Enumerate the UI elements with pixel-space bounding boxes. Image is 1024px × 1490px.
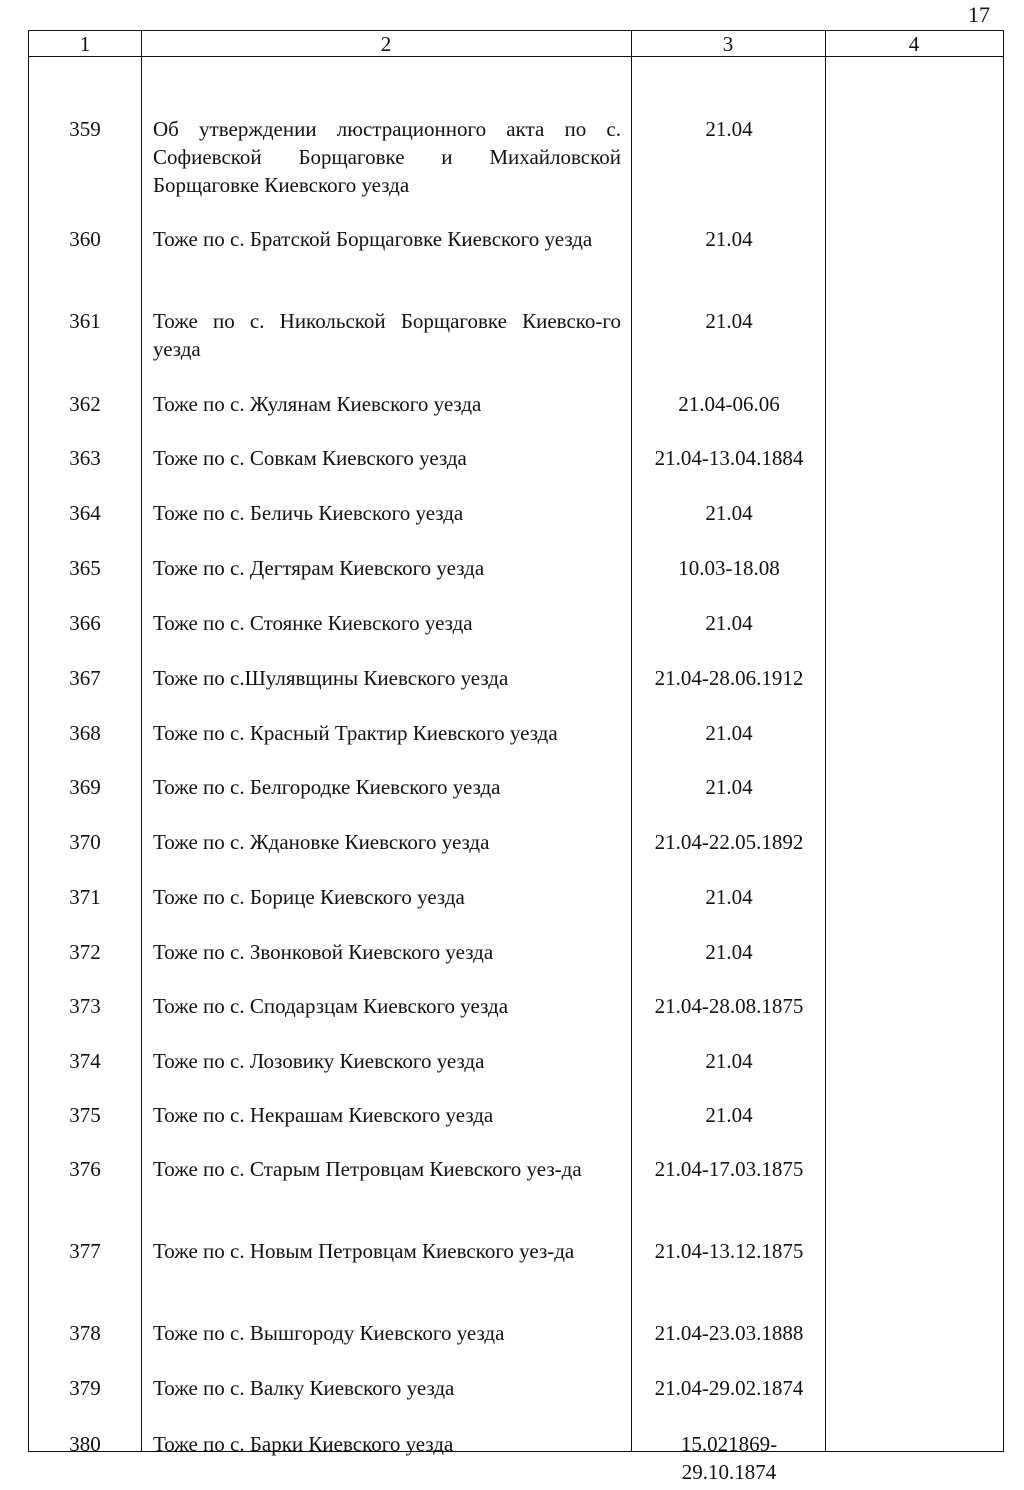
entry-title: Тоже по с. Борице Киевского уезда — [153, 885, 465, 909]
entry-dates: 21.04 — [705, 721, 753, 745]
entry-number: 361 — [69, 309, 101, 333]
entry-dates: 21.04 — [705, 227, 753, 251]
entry-number: 372 — [69, 940, 101, 964]
entry-dates: 21.04-06.06 — [678, 392, 780, 416]
entry-dates: 21.04 — [705, 885, 753, 909]
entry-title: Тоже по с. Сподарзцам Киевского уезда — [153, 994, 509, 1018]
entry-number: 369 — [69, 775, 101, 799]
entry-title: Тоже по с. Дегтярам Киевского уезда — [153, 556, 485, 580]
entry-dates: 21.04-17.03.1875 — [654, 1157, 804, 1181]
entry-dates: 10.03-18.08 — [678, 556, 780, 580]
entry-number: 371 — [69, 885, 101, 909]
entry-number: 364 — [69, 501, 101, 525]
entry-title: Тоже по с. Некрашам Киевского уезда — [153, 1103, 494, 1127]
entry-number: 379 — [69, 1376, 101, 1400]
header-col-4: 4 — [908, 32, 920, 56]
header-col-2: 2 — [380, 32, 392, 56]
page-number: 17 — [968, 2, 990, 27]
entry-dates: 21.04-22.05.1892 — [654, 830, 804, 854]
entry-dates: 21.04-13.12.1875 — [654, 1239, 804, 1263]
entry-number: 377 — [69, 1239, 101, 1263]
entry-title: Тоже по с. Лозовику Киевского уезда — [153, 1049, 485, 1073]
entry-title: Тоже по с. Жулянам Киевского уезда — [153, 392, 482, 416]
entry-dates: 21.04-28.08.1875 — [654, 994, 804, 1018]
column-divider — [141, 31, 142, 1451]
entry-number: 370 — [69, 830, 101, 854]
entry-title: Тоже по с.Шулявщины Киевского уезда — [153, 666, 509, 690]
header-col-1: 1 — [79, 32, 91, 56]
entry-title: Тоже по с. Никольской Борщаговке Киевско-го уезда — [153, 309, 621, 361]
entry-title: Тоже по с. Совкам Киевского уезда — [153, 446, 467, 470]
entry-title: Тоже по с. Ждановке Киевского уезда — [153, 830, 490, 854]
entry-dates: 21.04-23.03.1888 — [654, 1321, 804, 1345]
entry-dates: 21.04 — [705, 309, 753, 333]
entry-number: 367 — [69, 666, 101, 690]
entry-dates: 21.04-28.06.1912 — [654, 666, 804, 690]
header-col-3: 3 — [722, 32, 734, 56]
entry-number: 363 — [69, 446, 101, 470]
entry-dates: 21.04-29.02.1874 — [654, 1376, 804, 1400]
entry-number: 374 — [69, 1049, 101, 1073]
entry-number: 359 — [69, 117, 101, 141]
entry-title: Тоже по с. Вышгороду Киевского уезда — [153, 1321, 505, 1345]
entry-title: Об утверждении люстрационного акта по с. Софиевской Борщаговке и Михайловской Борщаговке Киевского уезда — [153, 117, 621, 197]
entry-number: 378 — [69, 1321, 101, 1345]
entry-dates: 15.021869-29.10.1874 — [680, 1432, 778, 1484]
entry-number: 375 — [69, 1103, 101, 1127]
entry-title: Тоже по с. Новым Петровцам Киевского уез-да — [153, 1239, 575, 1263]
table-header — [29, 31, 1003, 57]
entry-title: Тоже по с. Беличь Киевского уезда — [153, 501, 464, 525]
entry-title: Тоже по с. Стоянке Киевского уезда — [153, 611, 473, 635]
entry-dates: 21.04 — [705, 501, 753, 525]
entry-number: 380 — [69, 1432, 101, 1456]
entry-dates: 21.04 — [705, 1103, 753, 1127]
register-table — [28, 30, 1004, 1484]
entry-number: 368 — [69, 721, 101, 745]
entry-dates: 21.04 — [705, 1049, 753, 1073]
entry-dates: 21.04 — [705, 117, 753, 141]
entry-number: 373 — [69, 994, 101, 1018]
entry-title: Тоже по с. Красный Трактир Киевского уезда — [153, 721, 558, 745]
entry-dates: 21.04 — [705, 940, 753, 964]
entry-number: 360 — [69, 227, 101, 251]
entry-number: 366 — [69, 611, 101, 635]
entry-title: Тоже по с. Барки Киевского уезда — [153, 1432, 454, 1456]
entry-title: Тоже по с. Братской Борщаговке Киевского уезда — [153, 227, 593, 251]
entry-title: Тоже по с. Белгородке Киевского уезда — [153, 775, 501, 799]
entry-dates: 21.04-13.04.1884 — [654, 446, 804, 470]
entry-title: Тоже по с. Звонковой Киевского уезда — [153, 940, 494, 964]
entry-number: 376 — [69, 1157, 101, 1181]
entry-dates: 21.04 — [705, 775, 753, 799]
entry-number: 365 — [69, 556, 101, 580]
entry-dates: 21.04 — [705, 611, 753, 635]
entry-number: 362 — [69, 392, 101, 416]
column-divider — [631, 31, 632, 1451]
entry-title: Тоже по с. Валку Киевского уезда — [153, 1376, 455, 1400]
entry-title: Тоже по с. Старым Петровцам Киевского уез-да — [153, 1157, 582, 1181]
column-divider — [825, 31, 826, 1451]
